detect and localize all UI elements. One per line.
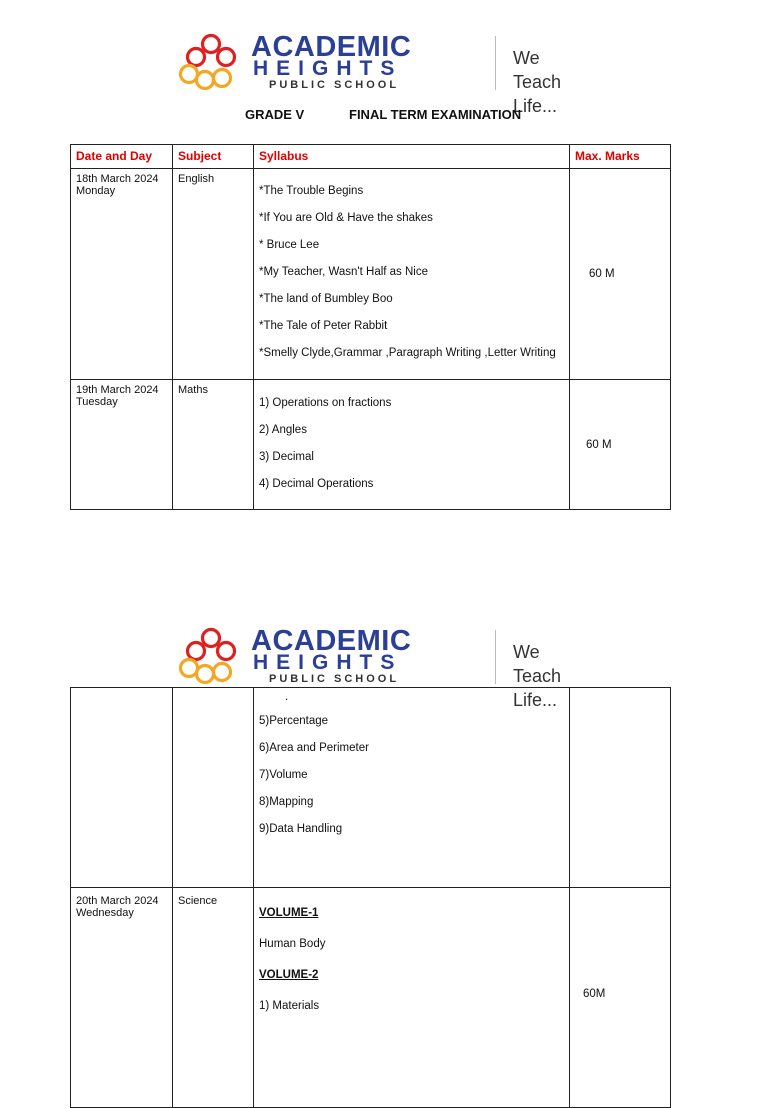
grade-title: GRADE V xyxy=(245,107,305,122)
exam-schedule-table xyxy=(70,144,671,510)
logo-divider xyxy=(495,630,496,684)
syllabus-item: 6)Area and Perimeter xyxy=(259,742,369,754)
brand-line2: HEIGHTS xyxy=(253,651,403,674)
syllabus-item: 3) Decimal xyxy=(259,451,314,463)
date-text: 20th March 2024 xyxy=(76,895,159,907)
syllabus-item: 9)Data Handling xyxy=(259,823,343,835)
day-text: Wednesday xyxy=(76,907,134,919)
volume-heading: VOLUME-2 xyxy=(259,969,319,981)
table-row xyxy=(71,888,671,1108)
syllabus-item: 2) Angles xyxy=(259,424,307,436)
subject-cell xyxy=(173,688,254,888)
syllabus-item: *The Trouble Begins xyxy=(259,185,364,197)
col-date-header: Date and Day xyxy=(71,145,173,169)
col-syllabus-header: Syllabus xyxy=(254,145,570,169)
brand-line2: HEIGHTS xyxy=(253,57,403,80)
rings-logo-icon xyxy=(175,626,247,688)
syllabus-item: * Bruce Lee xyxy=(259,239,320,251)
brand-line1: ACADEMIC xyxy=(251,625,412,657)
table-row xyxy=(71,688,671,888)
day-text: Monday xyxy=(76,185,116,197)
tagline: We Teach Life... xyxy=(513,642,562,710)
syllabus-item: 1) Materials xyxy=(259,1000,320,1012)
syllabus-cell xyxy=(254,688,570,888)
table-row xyxy=(71,380,671,510)
rings-logo-icon xyxy=(175,32,247,94)
subject-cell: Science xyxy=(173,888,254,1108)
syllabus-item: 1) Operations on fractions xyxy=(259,397,392,409)
date-cell xyxy=(71,380,173,510)
syllabus-item: 8)Mapping xyxy=(259,796,314,808)
syllabus-item: 5)Percentage xyxy=(259,715,329,727)
brand-line1: ACADEMIC xyxy=(251,31,412,63)
marks-cell xyxy=(570,888,671,1108)
day-text: Tuesday xyxy=(76,396,118,408)
date-cell xyxy=(71,688,173,888)
table-row xyxy=(71,169,671,380)
syllabus-item: *The Tale of Peter Rabbit xyxy=(259,320,388,332)
subject-cell: Maths xyxy=(173,380,254,510)
tagline: We Teach Life... xyxy=(513,48,562,116)
syllabus-item: 4) Decimal Operations xyxy=(259,478,374,490)
syllabus-item: *My Teacher, Wasn't Half as Nice xyxy=(259,266,429,278)
date-text: 19th March 2024 xyxy=(76,384,159,396)
exam-schedule-table-continued xyxy=(70,687,671,1108)
syllabus-cell xyxy=(254,888,570,1108)
exam-title: FINAL TERM EXAMINATION xyxy=(349,107,522,122)
col-subject-header: Subject xyxy=(173,145,254,169)
marks-cell xyxy=(570,688,671,888)
marks-cell: 60 M xyxy=(570,380,671,510)
syllabus-item: *If You are Old & Have the shakes xyxy=(259,212,433,224)
date-cell xyxy=(71,169,173,380)
brand-line3: PUBLIC SCHOOL xyxy=(269,673,400,685)
logo-divider xyxy=(495,36,496,90)
syllabus-cell xyxy=(254,169,570,380)
brand-text xyxy=(251,625,581,710)
syllabus-item: Human Body xyxy=(259,938,326,950)
syllabus-item: *The land of Bumbley Boo xyxy=(259,293,393,305)
syllabus-item: *Smelly Clyde,Grammar ,Paragraph Writing ,Letter Writing xyxy=(259,347,556,359)
brand-line3: PUBLIC SCHOOL xyxy=(269,79,400,91)
volume-heading: VOLUME-1 xyxy=(259,907,319,919)
syllabus-item: 7)Volume xyxy=(259,769,308,781)
marks-value: 60M xyxy=(583,988,606,1000)
syllabus-cell xyxy=(254,380,570,510)
date-cell xyxy=(71,888,173,1108)
continuation-dot: . xyxy=(285,691,289,703)
date-text: 18th March 2024 xyxy=(76,173,159,185)
subject-cell: English xyxy=(173,169,254,380)
table-header-row xyxy=(71,145,671,169)
school-logo xyxy=(175,625,595,710)
marks-cell: 60 M xyxy=(570,169,671,380)
col-marks-header: Max. Marks xyxy=(570,145,671,169)
